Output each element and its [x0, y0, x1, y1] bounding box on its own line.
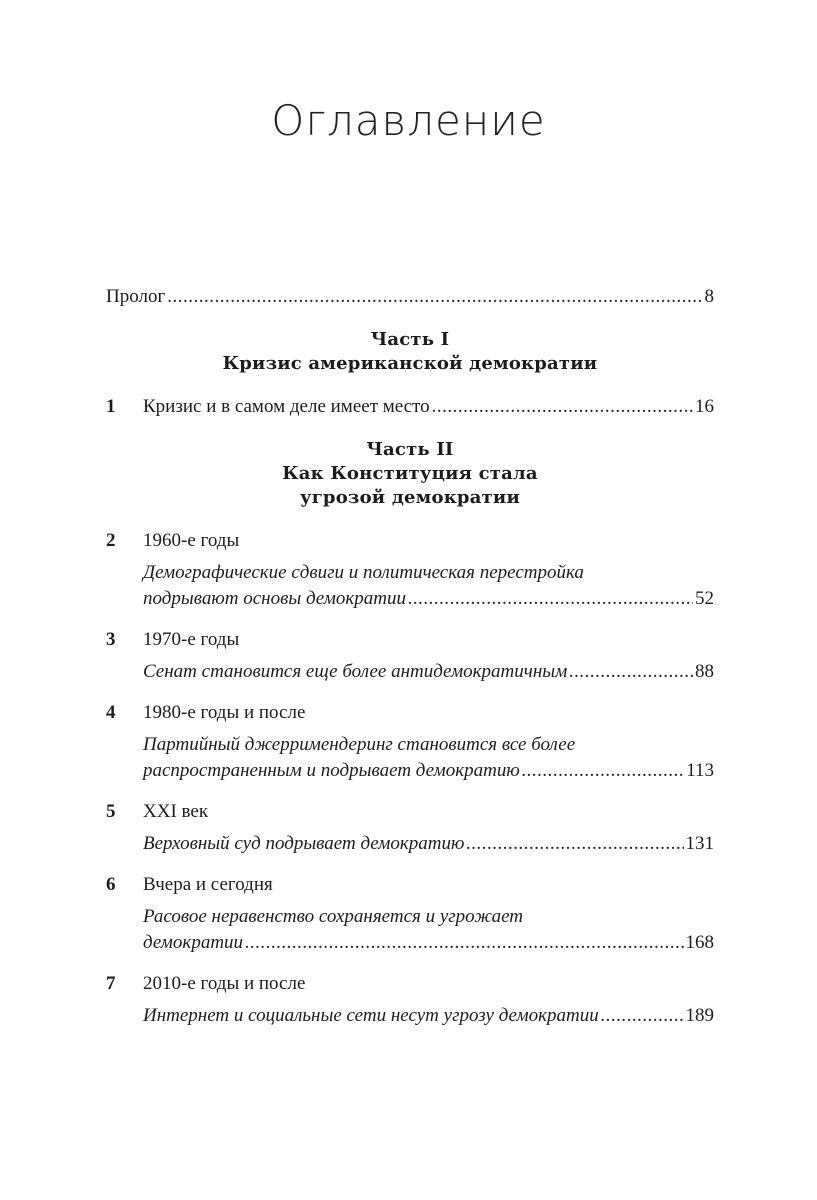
dot-leader: [408, 586, 693, 612]
part-title: угрозой демократии: [299, 487, 521, 508]
chapter-number: 1: [106, 396, 116, 417]
chapter-number: 4: [106, 702, 116, 723]
part-title: Как Конституция стала: [282, 463, 538, 484]
entry-subtitle: Демографические сдвиги и политическая перестройка: [143, 562, 584, 583]
page-number: 8: [704, 286, 714, 307]
entry-title: 1970-е годы: [143, 629, 240, 650]
entry-subtitle: Сенат становится еще более антидемократичным: [143, 661, 568, 682]
entry-title: 1960-е годы: [143, 530, 240, 551]
part-label: Часть II: [366, 439, 454, 460]
chapter-number: 2: [106, 530, 116, 551]
chapter-number: 7: [106, 973, 116, 994]
page-number: 131: [685, 833, 714, 854]
entry-subtitle: Расовое неравенство сохраняется и угрожает: [143, 906, 524, 927]
entry-title: Вчера и сегодня: [143, 874, 273, 895]
entry-subtitle: Партийный джерримендеринг становится все более: [143, 734, 576, 755]
entry-title: 2010-е годы и после: [143, 973, 306, 994]
chapter-number: 3: [106, 629, 116, 650]
page-number: 88: [695, 661, 714, 682]
toc-entry-chapter[interactable]: [106, 394, 714, 420]
dot-leader: [522, 758, 684, 784]
part-heading: [106, 438, 714, 510]
dot-leader: [167, 284, 702, 310]
page-number: 189: [685, 1005, 714, 1026]
chapter-number: 5: [106, 801, 116, 822]
toc-entry-prologue[interactable]: [106, 284, 714, 310]
entry-title: XXI век: [143, 801, 209, 822]
part-title: Кризис американской демократии: [222, 353, 598, 374]
chapter-number: 6: [106, 874, 116, 895]
page-number: 168: [685, 932, 714, 953]
toc-entry-chapter[interactable]: [106, 971, 714, 1029]
page-title: Оглавление: [271, 96, 546, 145]
dot-leader: [569, 659, 693, 685]
toc-entry-chapter[interactable]: [106, 872, 714, 956]
toc-entry-chapter[interactable]: [106, 528, 714, 612]
toc-entry-chapter[interactable]: [106, 799, 714, 857]
page-number: 113: [686, 760, 714, 781]
part-label: Часть I: [370, 329, 450, 350]
dot-leader: [466, 831, 683, 857]
entry-title: Пролог: [106, 286, 166, 307]
dot-leader: [601, 1003, 684, 1029]
entry-subtitle: распространенным и подрывает демократию: [143, 760, 520, 781]
dot-leader: [432, 394, 693, 420]
part-heading: [106, 328, 714, 376]
dot-leader: [245, 930, 683, 956]
entry-subtitle: Интернет и социальные сети несут угрозу демократии: [143, 1005, 599, 1026]
toc-entry-chapter[interactable]: [106, 700, 714, 784]
toc-entry-chapter[interactable]: [106, 627, 714, 685]
page-number: 16: [695, 396, 714, 417]
table-of-contents: [106, 284, 714, 1029]
entry-subtitle: подрывают основы демократии: [143, 588, 406, 609]
entry-subtitle: Верховный суд подрывает демократию: [143, 833, 465, 854]
page-number: 52: [695, 588, 714, 609]
entry-subtitle: демократии: [143, 932, 244, 953]
entry-title: Кризис и в самом деле имеет место: [143, 396, 430, 417]
entry-title: 1980-е годы и после: [143, 702, 306, 723]
